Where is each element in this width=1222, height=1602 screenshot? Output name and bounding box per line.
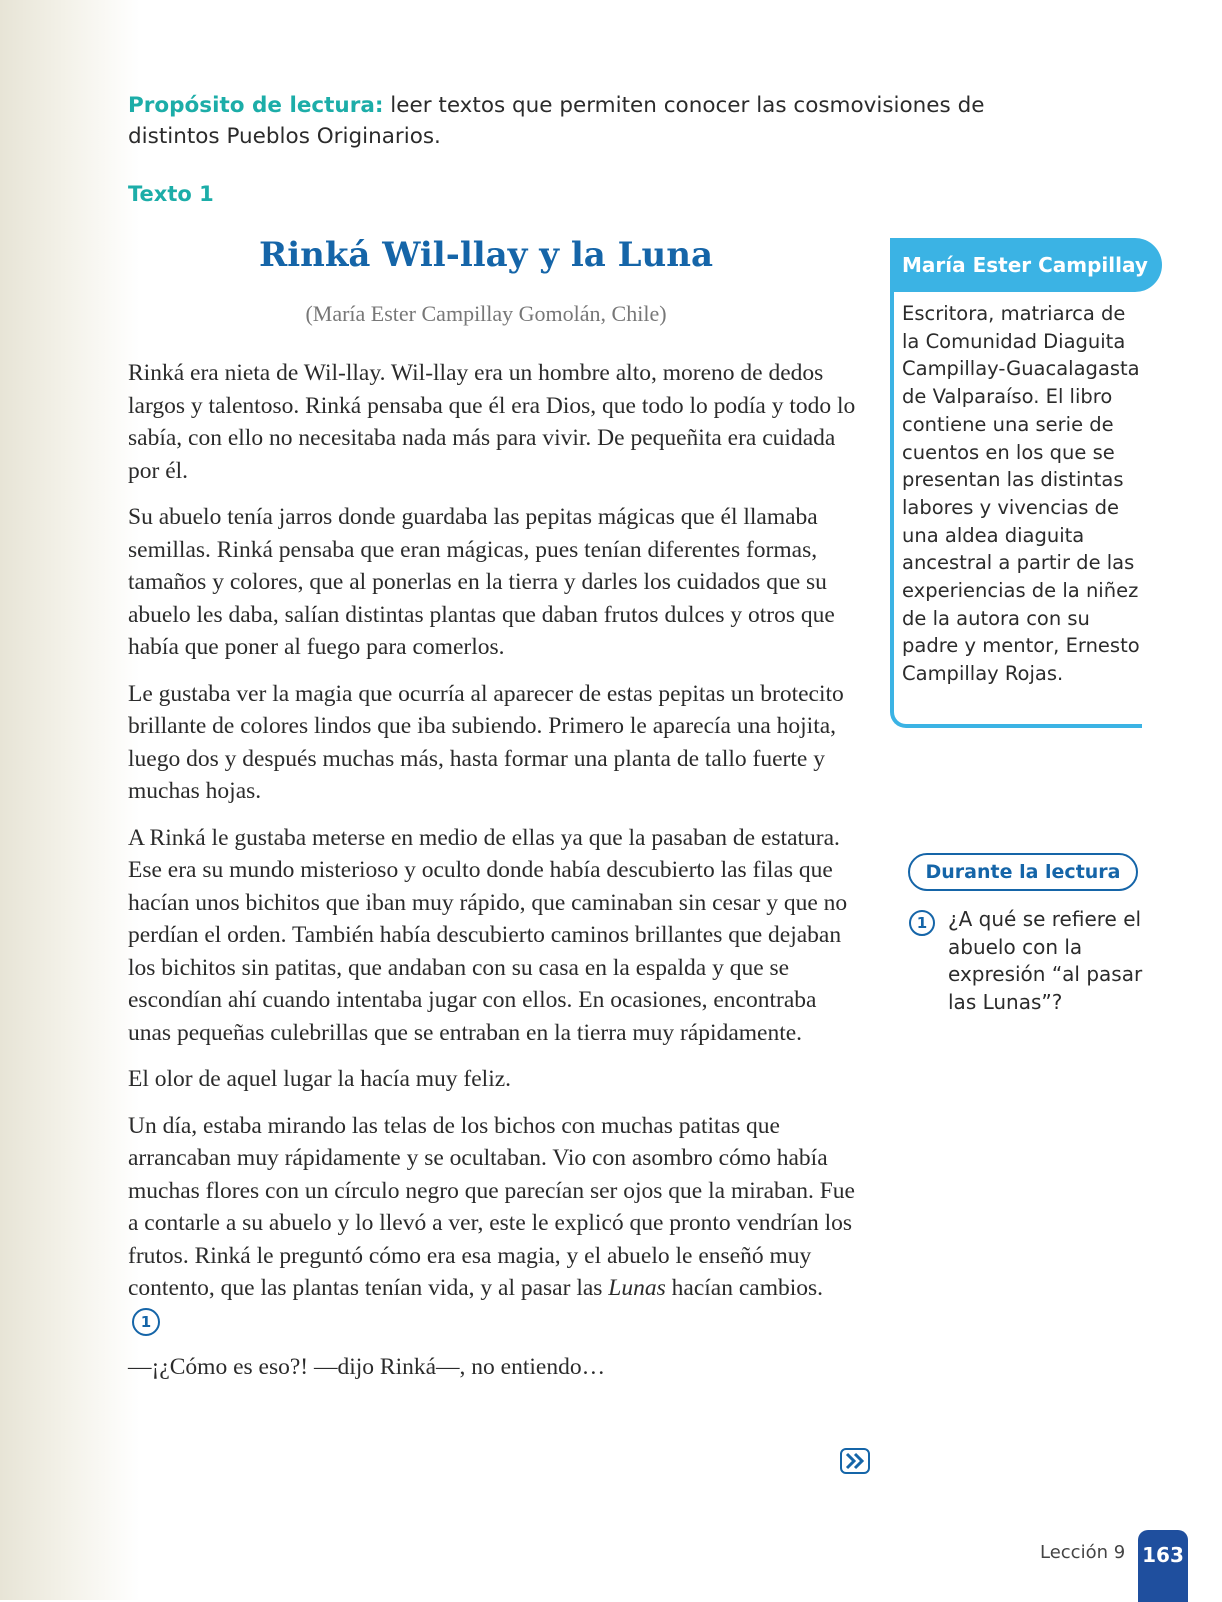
- reading-purpose-text: leer textos que permiten conocer las cosmovisiones de distintos Pueblos Originarios.: [128, 93, 985, 149]
- story-paragraph: El olor de aquel lugar la hacía muy feliz.: [128, 1066, 512, 1092]
- author-info-box: [890, 238, 1148, 728]
- story-paragraph: A Rinká le gustaba meterse en medio de ellas ya que la pasaban de estatura. Ese era su mundo misterioso y oculto donde había descubierto las filas que hacían unos bichitos que iban muy rápido, que caminaban sin cesar y que no perdían el orden. También había descubierto caminos brillantes que dejaban los bichitos sin patitas, que andaban con su casa en la espalda y que se escondían ahí cuando intentaba jugar con ellos. En ocasiones, encontraba unas pequeñas culebrillas que se entraban en la tierra muy rápidamente.: [128, 824, 848, 1046]
- story-paragraph: [128, 1110, 858, 1338]
- question-number-icon: 1: [909, 910, 935, 936]
- page-number-tab: 163: [1138, 1530, 1188, 1602]
- lesson-label: Lección 9: [1040, 1542, 1126, 1563]
- story-author: (María Ester Campillay Gomolán, Chile): [305, 301, 667, 326]
- reading-purpose: [128, 90, 988, 152]
- double-chevron-right-icon[interactable]: [840, 1448, 870, 1474]
- during-reading-badge: Durante la lectura: [908, 853, 1138, 891]
- author-info-heading: María Ester Campillay: [890, 238, 1162, 292]
- story-italic-word: Lunas: [608, 1275, 666, 1301]
- story-title: Rinká Wil-llay y la Luna: [258, 235, 714, 275]
- during-reading-question: ¿A qué se refiere el abuelo con la expresión “al pasar las Lunas”?: [948, 907, 1143, 1014]
- story-paragraph-text: hacían cambios.: [665, 1275, 824, 1301]
- reading-purpose-label: Propósito de lectura:: [128, 93, 384, 118]
- story-body: [128, 357, 858, 1398]
- author-info-text: Escritora, matriarca de la Comunidad Diaguita Campillay-Guacalagasta de Valparaíso. El libro contiene una serie de cuentos en los que se presentan las distintas labores y vivencias de una aldea diaguita ancestral a partir de las experiencias de la niñez de la autora con su padre y mentor, Ernesto Campillay Rojas.: [902, 302, 1140, 686]
- story-paragraph: Le gustaba ver la magia que ocurría al aparecer de estas pepitas un brotecito brillante de colores lindos que iba subiendo. Primero le aparecía una hojita, luego dos y después muchas más, hasta formar una planta de tallo fuerte y muchas hojas.: [128, 680, 844, 804]
- story-paragraph: —¡¿Cómo es eso?! —dijo Rinká—, no entiendo…: [128, 1354, 606, 1380]
- page-spine-shadow: [0, 0, 140, 1600]
- text-number-label: Texto 1: [128, 182, 214, 206]
- story-paragraph-text: Un día, estaba mirando las telas de los bichos con muchas patitas que arrancaban muy rápidamente y se ocultaban. Vio con asombro cómo había muchas flores con un círculo negro que parecían ser ojos que la miraban. Fue a contarle a su abuelo y lo llevó a ver, este le explicó que pronto vendrían los frutos. Rinká le preguntó cómo era esa magia, y el abuelo le enseñó muy contento, que las plantas tenían vida, y al pasar las: [128, 1112, 855, 1301]
- story-paragraph: Rinká era nieta de Wil-llay. Wil-llay era un hombre alto, moreno de dedos largos y talentoso. Rinká pensaba que él era Dios, que todo lo podía y todo lo sabía, con ello no necesitaba nada más para vivir. De pequeñita era cuidada por él.: [128, 360, 856, 484]
- question-marker-icon[interactable]: 1: [132, 1308, 160, 1336]
- story-paragraph: Su abuelo tenía jarros donde guardaba las pepitas mágicas que él llamaba semillas. Rinká pensaba que eran mágicas, pues tenían diferentes formas, tamaños y colores, que al ponerlas en la tierra y darles los cuidados que su abuelo les daba, salían distintas plantas que daban frutos dulces y otros que había que poner al fuego para comerlos.: [128, 504, 835, 660]
